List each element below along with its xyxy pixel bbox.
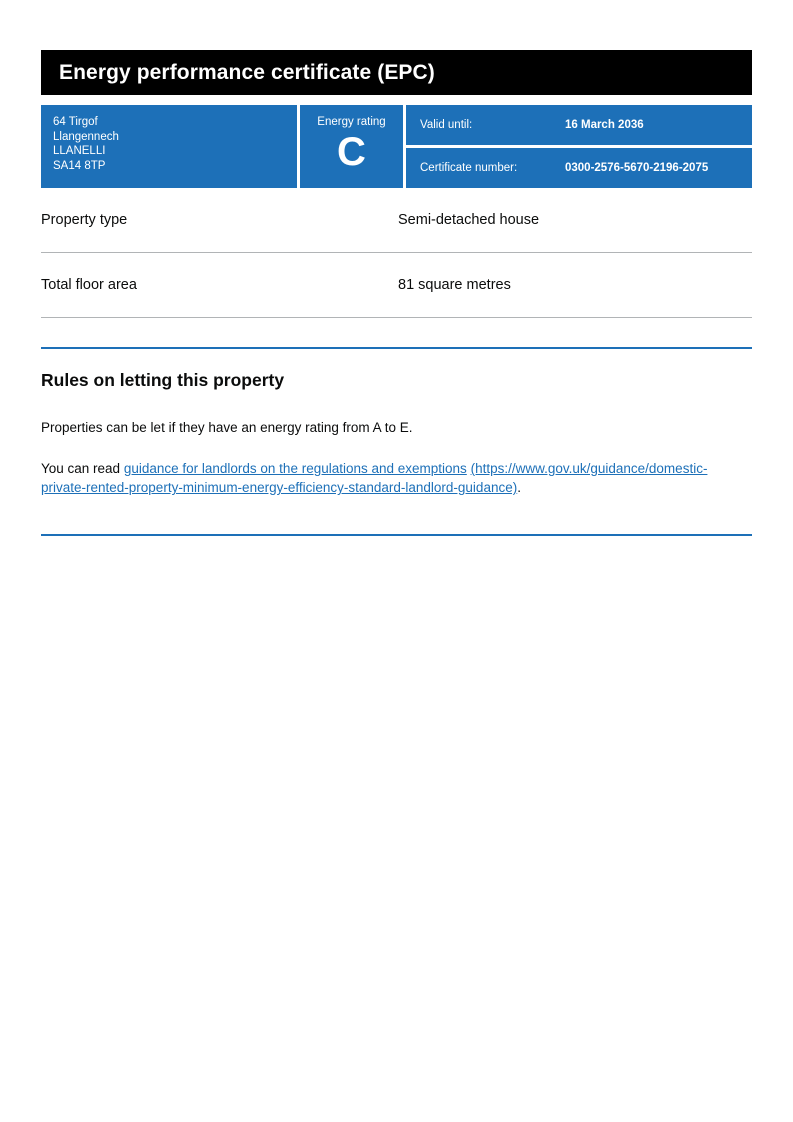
detail-row — [41, 188, 752, 253]
guidance-prefix: You can read — [41, 461, 124, 476]
guidance-paragraph — [41, 459, 752, 497]
certificate-number-value: 0300-2576-5670-2196-2075 — [565, 162, 709, 174]
letting-rules-paragraph: Properties can be let if they have an energy rating from A to E. — [41, 420, 413, 435]
property-type-label: Property type — [41, 212, 128, 228]
page-title: Energy performance certificate (EPC) — [59, 60, 435, 84]
section-divider-bottom — [41, 534, 752, 536]
certificate-number-label: Certificate number: — [420, 162, 518, 174]
letting-rules-heading: Rules on letting this property — [41, 370, 285, 390]
property-type-value: Semi-detached house — [398, 212, 540, 228]
landlord-guidance-link[interactable]: guidance for landlords on the regulations and exemptions — [123, 461, 467, 476]
valid-until-label: Valid until: — [420, 119, 473, 131]
total-floor-area-value: 81 square metres — [398, 277, 511, 293]
total-floor-area-label: Total floor area — [41, 277, 137, 293]
energy-rating-box — [300, 105, 403, 188]
certificate-meta — [406, 105, 752, 188]
valid-until-row — [406, 105, 752, 145]
section-divider-top — [41, 347, 752, 349]
energy-rating-value: C — [337, 130, 366, 174]
energy-rating-label: Energy rating — [317, 116, 386, 128]
address-line-4: SA14 8TP — [53, 159, 106, 172]
document-title-banner — [41, 50, 752, 95]
property-address — [41, 105, 297, 188]
detail-row — [41, 253, 752, 318]
address-line-1: 64 Tirgof — [53, 116, 98, 128]
certificate-summary — [41, 105, 752, 188]
valid-until-value: 16 March 2036 — [565, 119, 644, 131]
guidance-suffix: . — [517, 480, 521, 495]
landlord-guidance-url[interactable]: (https://www.gov.uk/guidance/domestic-private-rented-property-minimum-energy-efficiency-standard-landlord-guidance) — [41, 461, 708, 495]
address-line-2: Llangennech — [53, 130, 119, 143]
epc-document — [41, 0, 752, 536]
certificate-number-row — [406, 148, 752, 188]
address-line-3: LLANELLI — [53, 145, 106, 157]
